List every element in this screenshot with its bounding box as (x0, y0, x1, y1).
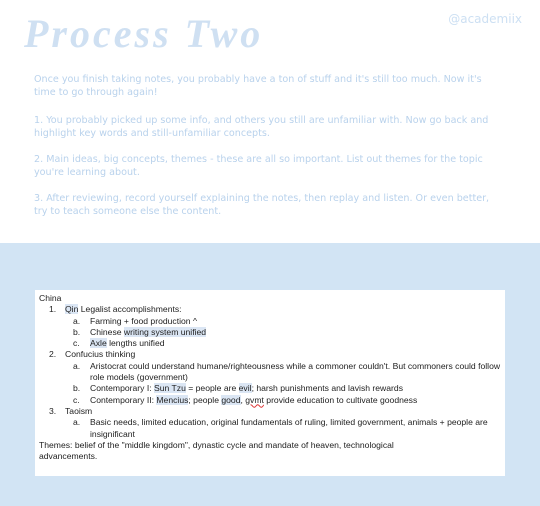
sub-list-text: Chinese (90, 326, 124, 337)
sub-list-letter: a. (73, 417, 81, 428)
sub-list-letter: b. (73, 383, 81, 394)
sub-list-letter: c. (73, 338, 80, 349)
sub-list-item (39, 338, 501, 349)
sub-list-item (39, 383, 501, 394)
list-number: 1. (49, 304, 57, 315)
sub-list-text: = people are (185, 383, 239, 394)
sub-list-item (39, 417, 501, 440)
highlighted-term: writing system unified (123, 326, 207, 337)
sub-list-text: Contemporary I: (90, 383, 154, 394)
instructions-panel (0, 0, 540, 243)
list-item (39, 349, 501, 360)
sub-list-text: provide education to cultivate goodness (263, 394, 418, 405)
list-text: Confucius thinking (65, 349, 136, 360)
sub-list-letter: b. (73, 326, 81, 337)
intro-paragraph: Once you finish taking notes, you probably have a ton of stuff and it's still too much. Now it's time to go through again! (34, 74, 482, 98)
misspelled-word: gvmt (245, 394, 264, 405)
highlighted-term: Axle (90, 338, 107, 349)
step-3-paragraph: 3. After reviewing, record yourself explaining the notes, then replay and listen. Or even better, try to teach someone else the content. (34, 193, 490, 217)
highlighted-term: evil (238, 383, 252, 394)
sub-list-item (39, 327, 501, 338)
list-item (39, 406, 501, 417)
sub-list-letter: a. (73, 315, 81, 326)
list-item (39, 304, 501, 315)
sub-list-text: ; people (188, 394, 222, 405)
sub-list-text: lengths unified (106, 338, 165, 349)
sub-list-letter: c. (73, 394, 80, 405)
sub-list-text: Basic needs, limited education, original fundamentals of ruling, limited government, animals + people are insignificant (90, 417, 488, 439)
step-1-paragraph: 1. You probably picked up some info, and others you still are unfamiliar with. Now go back and highlight key words and still-unfamiliar concepts. (34, 115, 489, 139)
sub-list-text: ; harsh punishments and lavish rewards (251, 383, 403, 394)
sub-list-letter: a. (73, 360, 81, 371)
sub-list-text: Aristocrat could understand humane/righteousness while a commoner couldn't. But commoners could follow role models (government) (90, 360, 501, 383)
list-text: Taoism (65, 405, 93, 416)
sub-list-text: , (240, 394, 246, 405)
sub-list-item (39, 316, 501, 327)
list-number: 2. (49, 349, 57, 360)
page-title: Process Two (24, 11, 264, 56)
author-handle: @academiix (448, 12, 522, 26)
sub-list-item (39, 395, 501, 406)
notes-heading: China (39, 293, 62, 303)
sub-list-text: Farming + food production ^ (90, 315, 197, 326)
list-number: 3. (49, 405, 57, 416)
highlighted-term: Mencius (156, 394, 189, 405)
highlighted-term: Qin (65, 304, 79, 315)
highlighted-term: Sun Tzu (154, 383, 186, 394)
sub-list-item (39, 361, 501, 384)
list-text: Legalist accomplishments: (78, 304, 182, 315)
step-2-paragraph: 2. Main ideas, big concepts, themes - these are all so important. List out themes for the topic you're learning about. (34, 154, 483, 178)
themes-line: Themes: belief of the "middle kingdom", dynastic cycle and mandate of heaven, technological advancements. (39, 439, 394, 462)
notes-document (35, 290, 505, 476)
highlighted-term: good (221, 394, 241, 405)
sub-list-text: Contemporary II: (90, 394, 157, 405)
